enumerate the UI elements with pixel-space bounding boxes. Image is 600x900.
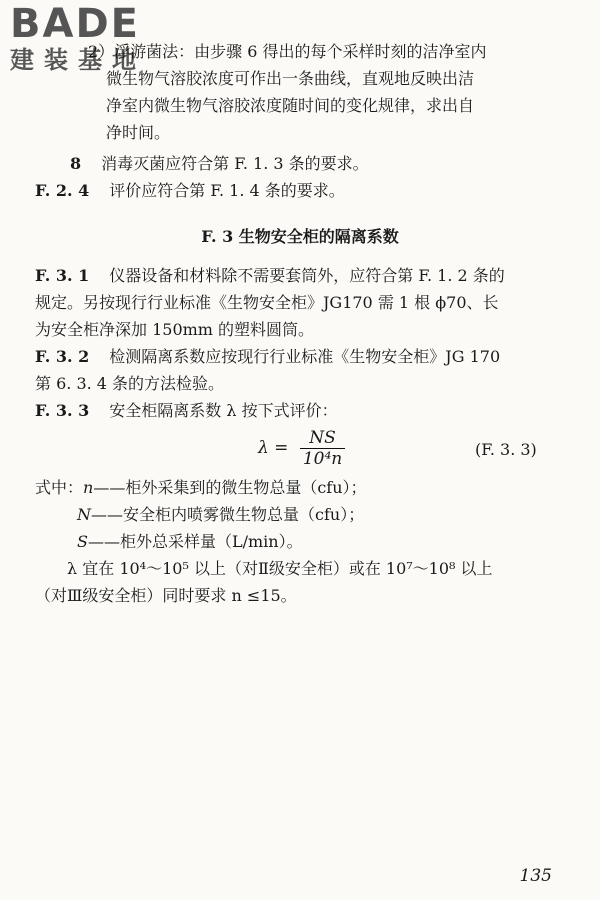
clause-f-3-1-line-1: 仪器设备和材料除不需要套筒外，应符合第 F. 1. 2 条的 [109,266,505,285]
closing-paragraph [35,555,493,609]
equation-number: (F. 3. 3) [475,440,537,459]
def-S-symbol: S [77,532,88,551]
item-8-text: 消毒灭菌应符合第 F. 1. 3 条的要求。 [101,154,369,173]
clause-f-3-1-line-3: 为安全柜净深加 150mm 的塑料圆筒。 [35,320,315,339]
clause-f-2-4 [35,177,345,204]
closing-line-2: （对Ⅲ级安全柜）同时要求 n ≤15。 [35,586,297,605]
def-S-text: ——柜外总采样量（L/min）。 [87,532,303,551]
formula-denominator: 10⁴n [302,449,343,469]
clause-f-3-3-number: F. 3. 3 [35,401,90,420]
page-number: 135 [519,866,552,886]
clause-f-3-3-text: 安全柜隔离系数 λ 按下式评价： [109,401,338,420]
definitions-intro: 式中： [35,478,84,497]
clause-f-3-2 [35,343,500,397]
item-2-line-2: 微生物气溶胶浓度可作出一条曲线，直观地反映出洁 [106,69,475,88]
clause-f-3-2-line-2: 第 6. 3. 4 条的方法检验。 [35,374,225,393]
clause-f-3-3 [35,397,338,424]
formula-numerator: NS [300,428,345,449]
watermark-top: BADE [10,1,140,47]
formula-fraction [300,428,345,469]
def-n-text: ——柜外采集到的微生物总量（cfu）； [93,478,367,497]
clause-f-3-2-line-1: 检测隔离系数应按现行行业标准《生物安全柜》JG 170 [109,347,501,366]
clause-f-3-2-number: F. 3. 2 [35,347,90,366]
def-N-text: ——安全柜内喷雾微生物总量（cfu）； [91,505,365,524]
formula [258,428,345,469]
item-2-block [88,38,487,146]
clause-f-3-1-number: F. 3. 1 [35,266,90,285]
def-N-symbol: N [77,505,91,524]
formula-lhs: λ = [258,438,289,458]
clause-f-3-1-line-2: 规定。另按现行行业标准《生物安全柜》JG170 需 1 根 ϕ70、长 [35,293,499,312]
clause-f-2-4-text: 评价应符合第 F. 1. 4 条的要求。 [109,181,345,200]
item-8 [70,150,369,177]
section-heading: F. 3 生物安全柜的隔离系数 [201,227,399,246]
item-2-line-1: 2）浮游菌法：由步骤 6 得出的每个采样时刻的洁净室内 [88,42,487,61]
watermark-bottom: 建装基地 [10,46,146,74]
definitions [35,474,367,555]
item-8-number: 8 [70,154,82,173]
item-2-line-3: 净室内微生物气溶胶浓度随时间的变化规律，求出自 [106,96,475,115]
closing-line-1: λ 宜在 10⁴～10⁵ 以上（对Ⅱ级安全柜）或在 10⁷～10⁸ 以上 [67,559,493,578]
item-2-line-4: 净时间。 [106,123,171,142]
clause-f-2-4-number: F. 2. 4 [35,181,90,200]
clause-f-3-1 [35,262,505,343]
def-n-symbol: n [83,478,94,497]
